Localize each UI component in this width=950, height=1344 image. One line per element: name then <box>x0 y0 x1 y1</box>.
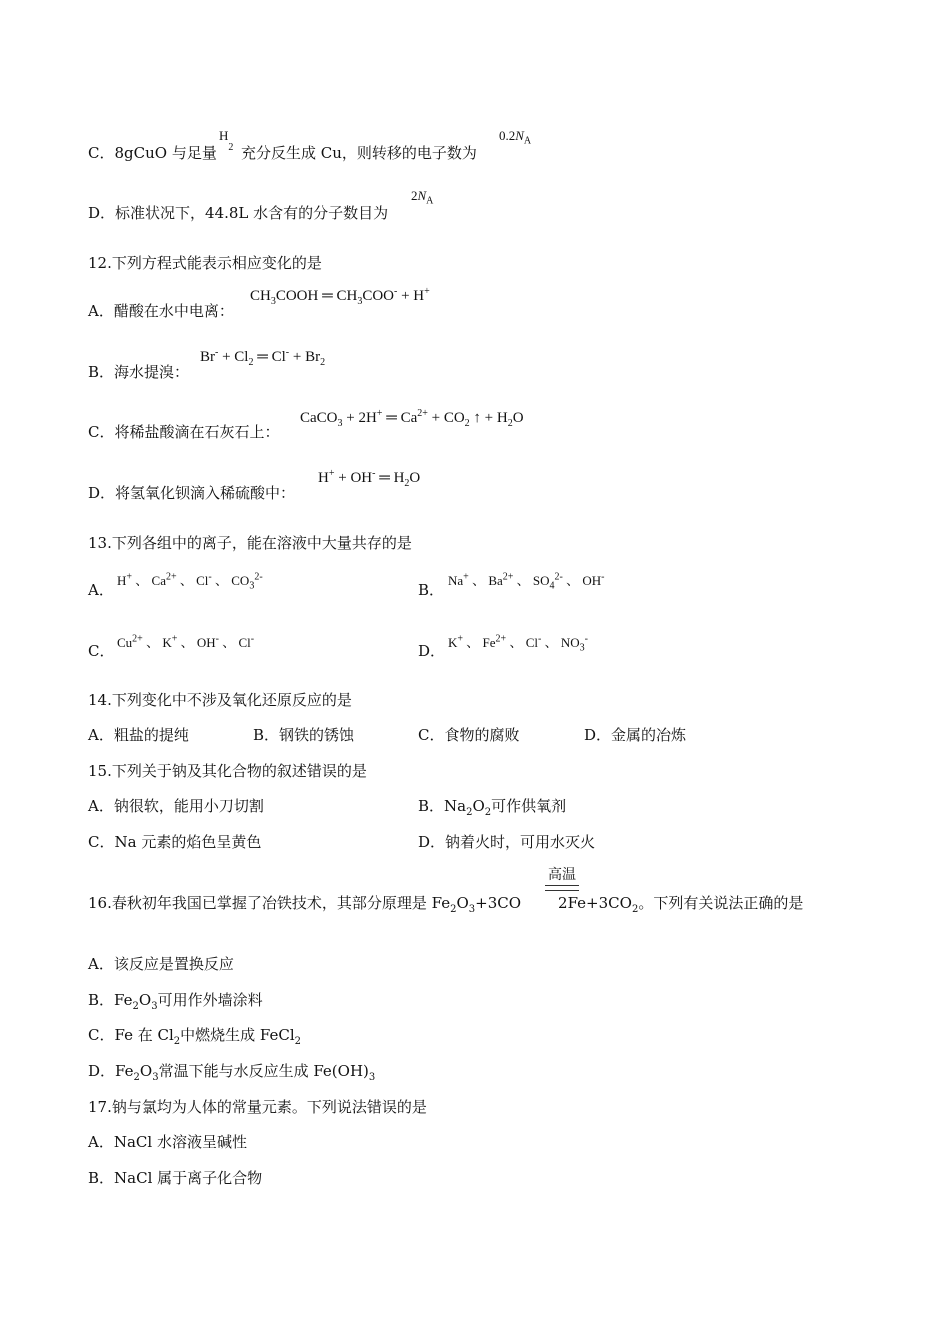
q14-stem: 14.下列变化中不涉及氧化还原反应的是 <box>88 691 352 709</box>
q15-option-a: A．钠很软，能用小刀切割 <box>88 797 264 815</box>
high-temperature-condition: 高温 <box>545 864 579 891</box>
q12-stem: 12.下列方程式能表示相应变化的是 <box>88 254 322 272</box>
q13-option-d-ions: K+ 、 $Fe^{2+}$ 、 Cl- 、 $NO_3^-$ <box>448 633 588 654</box>
q13-option-b-ions: Na+ 、 $Ba^{2+}$ 、 $SO_4^{2-}$ 、 OH- <box>448 571 605 592</box>
h2-formula: $H_2$ <box>219 128 234 153</box>
q13-option-c-label: C． <box>88 642 115 660</box>
q13-option-d-label: D． <box>418 642 446 660</box>
q13-option-c-ions: $Cu^{2+}$ 、 K+ 、 OH- 、 Cl- <box>117 633 255 650</box>
q16-option-b: B．$Fe_2O_3$可用作外墙涂料 <box>88 991 263 1012</box>
q16-stem: 16.春秋初年我国已掌握了冶铁技术，其部分原理是 $Fe_2O_3+3CO$ $2Fe+3CO_2$。下列有关说法正确的是 <box>88 894 804 915</box>
q14-option-c: C．食物的腐败 <box>418 726 520 744</box>
electron-count-c: $0.2N_A$ <box>499 128 532 147</box>
limestone-equation: CaCO$_3$ + 2H+ ═ $Ca^{2+} + CO_2$ ↑ + $H_2O$ <box>300 408 524 429</box>
q12-option-c: C．将稀盐酸滴在石灰石上： <box>88 423 280 441</box>
q14-option-a: A．粗盐的提纯 <box>88 726 189 744</box>
q14-option-b: B．钢铁的锈蚀 <box>253 726 355 744</box>
q12-option-d: D．将氢氧化钡滴入稀硫酸中： <box>88 484 296 502</box>
q16-option-d: D．$Fe_2O_3$常温下能与水反应生成 $Fe(OH)_3$ <box>88 1062 376 1083</box>
q17-option-a: A．NaCl 水溶液呈碱性 <box>88 1133 247 1151</box>
q11-option-d: D．标准状况下，44.8L 水含有的分子数目为 <box>88 204 389 222</box>
q15-option-b: B．$Na_2O_2$可作供氧剂 <box>418 797 567 818</box>
q15-option-d: D．钠着火时，可用水灭火 <box>418 833 596 851</box>
q12-option-a: A．醋酸在水中电离： <box>88 302 234 320</box>
q13-option-a-ions: H+ 、 $Ca^{2+}$ 、 Cl- 、 $CO_3^{2-}$ <box>117 571 263 592</box>
equal-sign-bar <box>545 885 579 891</box>
q11-option-c-text: 充分反生成 Cu，则转移的电子数为 <box>241 144 477 162</box>
q13-stem: 13.下列各组中的离子，能在溶液中大量共存的是 <box>88 534 412 552</box>
molecule-count-d: $2N_A$ <box>411 188 434 207</box>
q17-stem: 17.钠与氯均为人体的常量元素。下列说法错误的是 <box>88 1098 427 1116</box>
q17-option-b: B．NaCl 属于离子化合物 <box>88 1169 263 1187</box>
bromine-equation: $Br^- + Cl_2$ ═ $Cl^- + Br_2$ <box>200 347 326 368</box>
q15-option-c: C．Na 元素的焰色呈黄色 <box>88 833 262 851</box>
q16-option-a: A．该反应是置换反应 <box>88 955 234 973</box>
q16-option-c: C．Fe 在 $Cl_2$中燃烧生成 FeCl$_2$ <box>88 1026 302 1047</box>
q13-option-b-label: B． <box>418 581 445 599</box>
q14-option-d: D．金属的冶炼 <box>584 726 687 744</box>
neutralization-equation: H+ + OH- ═ $H_2O$ <box>318 468 421 489</box>
q13-option-a-label: A． <box>88 581 114 599</box>
q11-option-c: C．8gCuO 与足量 <box>88 144 217 162</box>
acetic-acid-equation: $CH_3COOH$ ═ $CH_3COO^- + H^+$ <box>250 286 430 307</box>
q12-option-b: B．海水提溴： <box>88 363 190 381</box>
q15-stem: 15.下列关于钠及其化合物的叙述错误的是 <box>88 762 367 780</box>
